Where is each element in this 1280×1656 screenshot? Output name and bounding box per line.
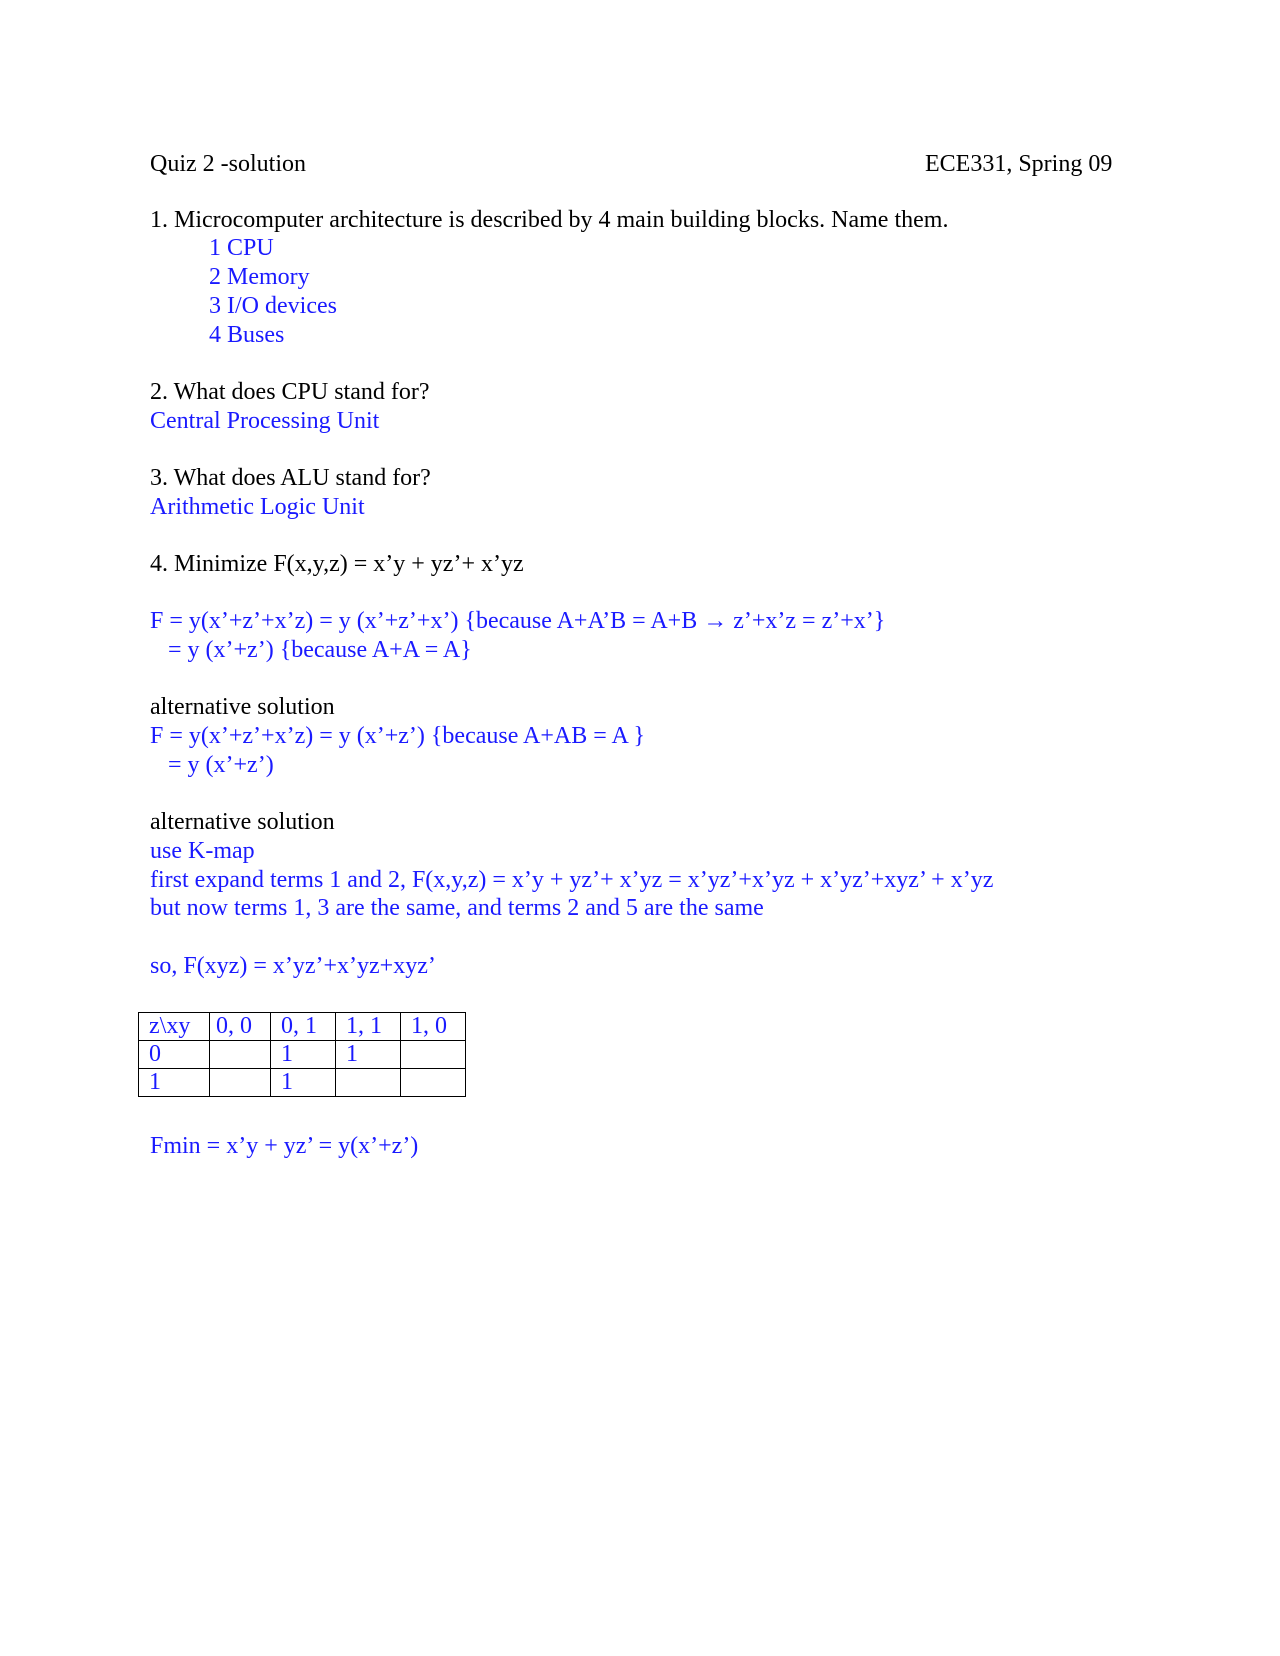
kmap-cell: 1 bbox=[139, 1069, 210, 1097]
q4-alt1-label: alternative solution bbox=[150, 694, 335, 720]
q4-alt2-label: alternative solution bbox=[150, 809, 335, 835]
kmap-cell: 1 bbox=[271, 1041, 336, 1069]
kmap-cell bbox=[336, 1069, 401, 1097]
kmap-row bbox=[139, 1069, 466, 1097]
kmap-header-cell: 0, 1 bbox=[271, 1013, 336, 1041]
kmap-header-cell: 0, 0 bbox=[210, 1013, 271, 1041]
q4-solution1-line1: F = y(x’+z’+x’z) = y (x’+z’+x’) {because A+A’B = A+B → z’+x’z = z’+x’} bbox=[150, 608, 886, 634]
kmap-header-cell: z\xy bbox=[139, 1013, 210, 1041]
q4-solution3-line3: but now terms 1, 3 are the same, and terms 2 and 5 are the same bbox=[150, 895, 764, 921]
kmap-row bbox=[139, 1041, 466, 1069]
q1-question: 1. Microcomputer architecture is described by 4 main building blocks. Name them. bbox=[150, 207, 949, 233]
kmap-header-cell: 1, 1 bbox=[336, 1013, 401, 1041]
q4-so-line: so, F(xyz) = x’yz’+x’yz+xyz’ bbox=[150, 953, 436, 979]
header-title: Quiz 2 -solution bbox=[150, 151, 306, 177]
q2-answer: Central Processing Unit bbox=[150, 408, 380, 434]
q4-solution3-line1: use K-map bbox=[150, 838, 255, 864]
kmap-cell bbox=[210, 1069, 271, 1097]
header-course: ECE331, Spring 09 bbox=[925, 151, 1113, 177]
q4-solution3-line2: first expand terms 1 and 2, F(x,y,z) = x’y + yz’+ x’yz = x’yz’+x’yz + x’yz’+xyz’ + x’yz bbox=[150, 867, 994, 893]
q3-question: 3. What does ALU stand for? bbox=[150, 465, 431, 491]
q2-question: 2. What does CPU stand for? bbox=[150, 379, 430, 405]
kmap-cell bbox=[210, 1041, 271, 1069]
kmap-cell: 1 bbox=[271, 1069, 336, 1097]
kmap-table bbox=[138, 1012, 466, 1097]
kmap-header-row bbox=[139, 1013, 466, 1041]
kmap-header-cell: 1, 0 bbox=[401, 1013, 466, 1041]
kmap-cell bbox=[401, 1041, 466, 1069]
q1-answer-4: 4 Buses bbox=[209, 322, 285, 348]
q4-fmin: Fmin = x’y + yz’ = y(x’+z’) bbox=[150, 1133, 419, 1159]
q4-solution2-line2: = y (x’+z’) bbox=[168, 752, 274, 778]
q4-solution1-line2: = y (x’+z’) {because A+A = A} bbox=[168, 637, 472, 663]
kmap-cell: 1 bbox=[336, 1041, 401, 1069]
q1-answer-1: 1 CPU bbox=[209, 235, 274, 261]
kmap-cell bbox=[401, 1069, 466, 1097]
q1-answer-3: 3 I/O devices bbox=[209, 293, 337, 319]
q4-solution2-line1: F = y(x’+z’+x’z) = y (x’+z’) {because A+AB = A } bbox=[150, 723, 645, 749]
q4-question: 4. Minimize F(x,y,z) = x’y + yz’+ x’yz bbox=[150, 551, 524, 577]
q3-answer: Arithmetic Logic Unit bbox=[150, 494, 365, 520]
q1-answer-2: 2 Memory bbox=[209, 264, 310, 290]
kmap-cell: 0 bbox=[139, 1041, 210, 1069]
